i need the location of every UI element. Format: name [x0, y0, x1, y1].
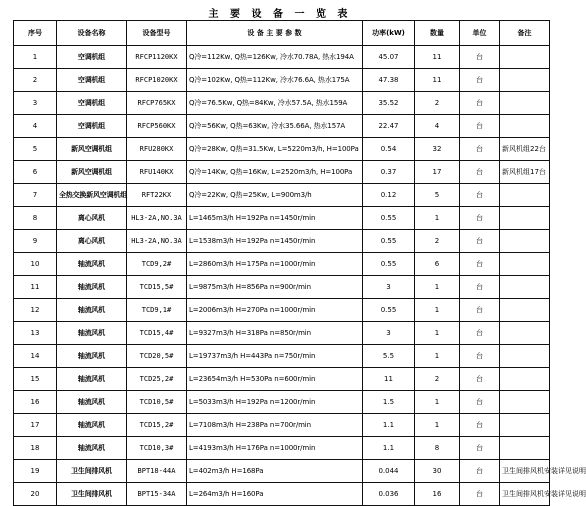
equipment-spec: L=7108m3/h H=238Pa n=700r/min — [187, 414, 363, 437]
equipment-quantity: 6 — [415, 253, 460, 276]
equipment-name: 卫生间排风机 — [57, 483, 127, 506]
equipment-remark — [500, 322, 550, 345]
equipment-remark — [500, 368, 550, 391]
equipment-power: 0.55 — [363, 207, 415, 230]
equipment-unit: 台 — [460, 368, 500, 391]
row-number: 15 — [14, 368, 57, 391]
row-number: 4 — [14, 115, 57, 138]
equipment-unit: 台 — [460, 299, 500, 322]
equipment-model: HL3-2A,NO.3A — [127, 207, 187, 230]
equipment-model: TCD25,2# — [127, 368, 187, 391]
equipment-quantity: 2 — [415, 230, 460, 253]
table-header-row — [14, 21, 550, 46]
equipment-name: 离心风机 — [57, 207, 127, 230]
table-row — [14, 184, 550, 207]
table-row — [14, 414, 550, 437]
equipment-name: 空调机组 — [57, 115, 127, 138]
header-qty: 数量 — [415, 21, 460, 46]
equipment-quantity: 16 — [415, 483, 460, 506]
equipment-remark — [500, 184, 550, 207]
equipment-remark — [500, 345, 550, 368]
equipment-unit: 台 — [460, 230, 500, 253]
row-number: 16 — [14, 391, 57, 414]
equipment-model: TCD15,2# — [127, 414, 187, 437]
equipment-remark — [500, 299, 550, 322]
equipment-unit: 台 — [460, 207, 500, 230]
equipment-unit: 台 — [460, 69, 500, 92]
table-row — [14, 345, 550, 368]
row-number: 10 — [14, 253, 57, 276]
equipment-spec: Q冷=22Kw, Q热=25Kw, L=900m3/h — [187, 184, 363, 207]
equipment-quantity: 17 — [415, 161, 460, 184]
equipment-model: TCD10,5# — [127, 391, 187, 414]
equipment-model: RFT22KX — [127, 184, 187, 207]
equipment-quantity: 1 — [415, 299, 460, 322]
equipment-name: 轴流风机 — [57, 391, 127, 414]
equipment-model: RFCP560KX — [127, 115, 187, 138]
equipment-model: TCD20,5# — [127, 345, 187, 368]
equipment-name: 轴流风机 — [57, 437, 127, 460]
table-row — [14, 161, 550, 184]
equipment-spec: L=1465m3/h H=192Pa n=1450r/min — [187, 207, 363, 230]
equipment-quantity: 11 — [415, 69, 460, 92]
equipment-name: 轴流风机 — [57, 276, 127, 299]
table-row — [14, 368, 550, 391]
equipment-spec: L=402m3/h H=168Pa — [187, 460, 363, 483]
equipment-model: RFU280KX — [127, 138, 187, 161]
equipment-model: BPT18-44A — [127, 460, 187, 483]
equipment-unit: 台 — [460, 46, 500, 69]
equipment-model: RFU140KX — [127, 161, 187, 184]
equipment-power: 3 — [363, 322, 415, 345]
equipment-model: TCD9,1# — [127, 299, 187, 322]
equipment-remark — [500, 69, 550, 92]
equipment-unit: 台 — [460, 345, 500, 368]
equipment-quantity: 1 — [415, 414, 460, 437]
table-row — [14, 230, 550, 253]
equipment-remark: 新风机组17台 — [500, 161, 550, 184]
row-number: 5 — [14, 138, 57, 161]
equipment-remark: 卫生间排风机安装详见说明 — [500, 460, 550, 483]
equipment-unit: 台 — [460, 184, 500, 207]
equipment-table — [13, 20, 586, 506]
equipment-quantity: 4 — [415, 115, 460, 138]
row-number: 7 — [14, 184, 57, 207]
header-spec: 设 备 主 要 参 数 — [187, 21, 363, 46]
equipment-remark: 新风机组22台 — [500, 138, 550, 161]
row-number: 13 — [14, 322, 57, 345]
header-no: 序号 — [14, 21, 57, 46]
equipment-spec: L=1538m3/h H=192Pa n=1450r/min — [187, 230, 363, 253]
equipment-name: 轴流风机 — [57, 414, 127, 437]
equipment-model: RFCP1020KX — [127, 69, 187, 92]
equipment-model: TCD9,2# — [127, 253, 187, 276]
equipment-quantity: 2 — [415, 92, 460, 115]
equipment-remark: 卫生间排风机安装详见说明 — [500, 483, 550, 506]
row-number: 14 — [14, 345, 57, 368]
equipment-spec: Q冷=76.5Kw, Q热=84Kw, 冷水57.5A, 热水159A — [187, 92, 363, 115]
equipment-spec: L=9327m3/h H=318Pa n=850r/min — [187, 322, 363, 345]
equipment-name: 全热交换新风空调机组 — [57, 184, 127, 207]
equipment-spec: L=23654m3/h H=530Pa n=600r/min — [187, 368, 363, 391]
equipment-model: HL3-2A,NO.3A — [127, 230, 187, 253]
equipment-name: 空调机组 — [57, 92, 127, 115]
header-power: 功率(kW) — [363, 21, 415, 46]
row-number: 20 — [14, 483, 57, 506]
equipment-power: 1.5 — [363, 391, 415, 414]
equipment-unit: 台 — [460, 115, 500, 138]
equipment-spec: Q冷=112Kw, Q热=126Kw, 冷水70.78A, 热水194A — [187, 46, 363, 69]
table-row — [14, 69, 550, 92]
equipment-quantity: 32 — [415, 138, 460, 161]
equipment-name: 空调机组 — [57, 46, 127, 69]
equipment-name: 轴流风机 — [57, 253, 127, 276]
equipment-name: 轴流风机 — [57, 322, 127, 345]
equipment-power: 0.55 — [363, 299, 415, 322]
equipment-power: 1.1 — [363, 437, 415, 460]
equipment-remark — [500, 230, 550, 253]
table-body — [14, 46, 586, 506]
equipment-quantity: 11 — [415, 46, 460, 69]
header-unit: 单位 — [460, 21, 500, 46]
equipment-power: 35.52 — [363, 92, 415, 115]
table-row — [14, 460, 550, 483]
equipment-model: TCD10,3# — [127, 437, 187, 460]
equipment-remark — [500, 253, 550, 276]
row-number: 19 — [14, 460, 57, 483]
table-row — [14, 322, 550, 345]
equipment-name: 空调机组 — [57, 69, 127, 92]
row-number: 8 — [14, 207, 57, 230]
equipment-power: 0.036 — [363, 483, 415, 506]
equipment-unit: 台 — [460, 322, 500, 345]
equipment-spec: Q冷=28Kw, Q热=31.5Kw, L=5220m3/h, H=100Pa — [187, 138, 363, 161]
table-row — [14, 276, 550, 299]
equipment-quantity: 1 — [415, 391, 460, 414]
equipment-remark — [500, 92, 550, 115]
equipment-unit: 台 — [460, 92, 500, 115]
equipment-remark — [500, 207, 550, 230]
row-number: 1 — [14, 46, 57, 69]
row-number: 9 — [14, 230, 57, 253]
equipment-spec: Q冷=14Kw, Q热=16Kw, L=2520m3/h, H=100Pa — [187, 161, 363, 184]
row-number: 11 — [14, 276, 57, 299]
table-row — [14, 92, 550, 115]
equipment-name: 离心风机 — [57, 230, 127, 253]
equipment-quantity: 2 — [415, 368, 460, 391]
equipment-power: 22.47 — [363, 115, 415, 138]
equipment-spec: L=264m3/h H=160Pa — [187, 483, 363, 506]
equipment-remark — [500, 414, 550, 437]
table-row — [14, 483, 550, 506]
equipment-power: 0.37 — [363, 161, 415, 184]
table-row — [14, 437, 550, 460]
equipment-unit: 台 — [460, 253, 500, 276]
equipment-spec: L=4193m3/h H=176Pa n=1000r/min — [187, 437, 363, 460]
equipment-spec: L=19737m3/h H=443Pa n=750r/min — [187, 345, 363, 368]
row-number: 3 — [14, 92, 57, 115]
equipment-name: 卫生间排风机 — [57, 460, 127, 483]
equipment-spec: L=2006m3/h H=270Pa n=1000r/min — [187, 299, 363, 322]
equipment-remark — [500, 391, 550, 414]
table-row — [14, 46, 550, 69]
equipment-name: 新风空调机组 — [57, 161, 127, 184]
equipment-remark — [500, 276, 550, 299]
equipment-unit: 台 — [460, 391, 500, 414]
row-number: 12 — [14, 299, 57, 322]
equipment-quantity: 1 — [415, 322, 460, 345]
table-row — [14, 115, 550, 138]
equipment-power: 0.12 — [363, 184, 415, 207]
page-title: 主 要 设 备 一 览 表 — [208, 9, 352, 20]
equipment-remark — [500, 115, 550, 138]
equipment-spec: L=2860m3/h H=175Pa n=1000r/min — [187, 253, 363, 276]
equipment-unit: 台 — [460, 414, 500, 437]
header-remark: 备注 — [500, 21, 550, 46]
table-row — [14, 299, 550, 322]
table-row — [14, 138, 550, 161]
row-number: 6 — [14, 161, 57, 184]
equipment-unit: 台 — [460, 460, 500, 483]
header-name: 设备名称 — [57, 21, 127, 46]
equipment-name: 新风空调机组 — [57, 138, 127, 161]
equipment-unit: 台 — [460, 276, 500, 299]
equipment-power: 47.38 — [363, 69, 415, 92]
equipment-unit: 台 — [460, 483, 500, 506]
equipment-unit: 台 — [460, 138, 500, 161]
row-number: 17 — [14, 414, 57, 437]
equipment-unit: 台 — [460, 161, 500, 184]
equipment-spec: L=9875m3/h H=856Pa n=900r/min — [187, 276, 363, 299]
equipment-power: 0.044 — [363, 460, 415, 483]
equipment-power: 45.07 — [363, 46, 415, 69]
equipment-model: TCD15,5# — [127, 276, 187, 299]
equipment-quantity: 30 — [415, 460, 460, 483]
equipment-power: 5.5 — [363, 345, 415, 368]
equipment-name: 轴流风机 — [57, 345, 127, 368]
equipment-remark — [500, 437, 550, 460]
row-number: 18 — [14, 437, 57, 460]
equipment-quantity: 5 — [415, 184, 460, 207]
table-row — [14, 253, 550, 276]
equipment-power: 0.55 — [363, 253, 415, 276]
equipment-power: 1.1 — [363, 414, 415, 437]
equipment-unit: 台 — [460, 437, 500, 460]
equipment-power: 3 — [363, 276, 415, 299]
equipment-model: TCD15,4# — [127, 322, 187, 345]
header-model: 设备型号 — [127, 21, 187, 46]
equipment-quantity: 1 — [415, 345, 460, 368]
equipment-spec: L=5033m3/h H=192Pa n=1200r/min — [187, 391, 363, 414]
equipment-power: 11 — [363, 368, 415, 391]
equipment-model: BPT15-34A — [127, 483, 187, 506]
equipment-quantity: 1 — [415, 207, 460, 230]
equipment-name: 轴流风机 — [57, 368, 127, 391]
equipment-power: 0.55 — [363, 230, 415, 253]
table-row — [14, 207, 550, 230]
equipment-power: 0.54 — [363, 138, 415, 161]
equipment-spec: Q冷=102Kw, Q热=112Kw, 冷水76.6A, 热水175A — [187, 69, 363, 92]
equipment-model: RFCP765KX — [127, 92, 187, 115]
equipment-spec: Q冷=56Kw, Q热=63Kw, 冷水35.66A, 热水157A — [187, 115, 363, 138]
equipment-name: 轴流风机 — [57, 299, 127, 322]
equipment-quantity: 1 — [415, 276, 460, 299]
equipment-quantity: 8 — [415, 437, 460, 460]
table-row — [14, 391, 550, 414]
equipment-model: RFCP1120KX — [127, 46, 187, 69]
row-number: 2 — [14, 69, 57, 92]
equipment-remark — [500, 46, 550, 69]
